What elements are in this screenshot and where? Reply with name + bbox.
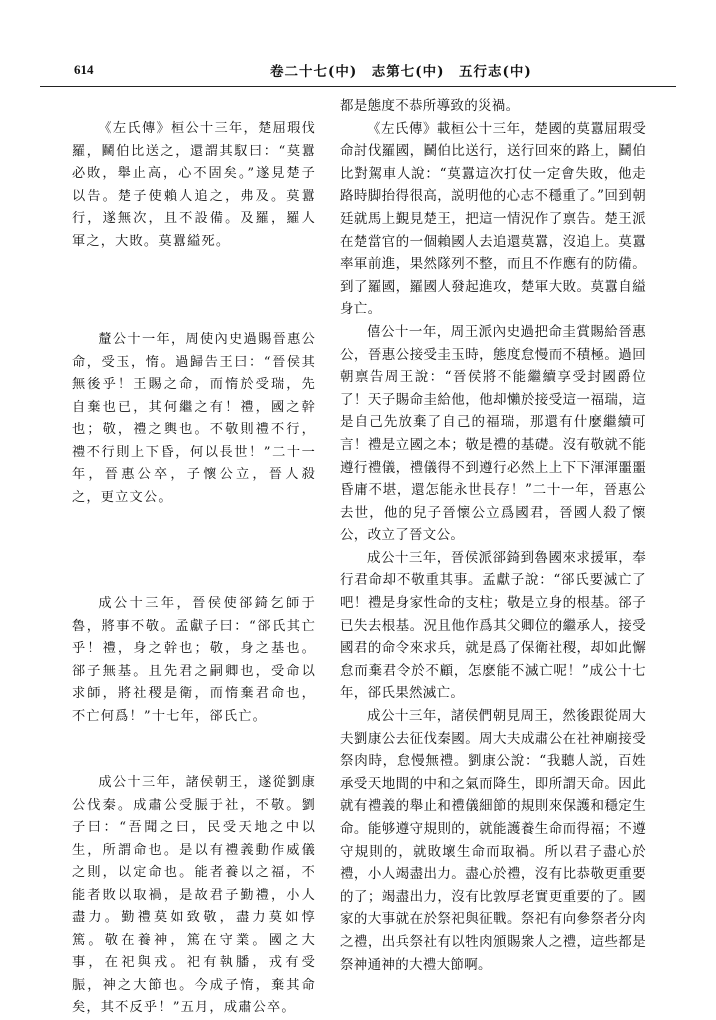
header-rule [40,86,676,87]
page-number: 614 [74,62,94,77]
translation-paragraph: 成公十三年，諸侯們朝見周王，然後跟從周大夫劉康公去征伐秦國。周大夫成肅公在社神廟接受祭肉時，怠慢無禮。劉康公說：“我聽人説，百姓承受天地間的中和之氣而降生，即所謂天命。因此就有禮義的舉止和禮儀細節的規則來保護和穩定生命。能够遵守規則的，就能護養生命而得福；不遵守規則的，就敗壞生命而取禍。所以君子盡心於禮，小人竭盡出力。盡心於禮，沒有比恭敬更重要的了；竭盡出力，沒有比敦厚老實更重要的了。國家的大事就在於祭祀與征戰。祭祀有向參祭者分肉之禮，出兵祭社有以牲肉頒賜衆人之禮，這些都是祭神通神的大禮大節啊。 [340,708,646,973]
translation-paragraph: 都是態度不恭所導致的災禍。 [340,98,520,114]
translation-paragraph: 《左氏傳》載桓公十三年，楚國的莫囂屈瑕受命討伐羅國，鬭伯比送行，送行回來的路上，鬭伯比對駕車人說：“莫囂這次打仗一定會失敗，他走路時脚抬得很高，説明他的心志不穩重了。”回到朝廷就馬上覲見楚王，把這一情況作了禀告。楚王派在楚當官的一個賴國人去追還莫囂，沒追上。莫囂率軍前進，果然隊列不整，而且不作應有的防備。到了羅國，羅國人發起進攻，楚軍大敗。莫囂自縊身亡。 [340,120,646,318]
page-header [40,60,676,82]
translation-paragraph: 成公十三年，晉侯派郤錡到魯國來求援軍，奉行君命却不敬重其事。孟獻子說：“郤氏要滅亡了吧！禮是身家性命的支柱；敬是立身的根基。郤子已失去根基。況且他作爲其父卿位的繼承人，接受國君的命令來求兵，就是爲了保衛社稷，却如此懈怠而棄君令於不顧，怎麽能不滅亡呢！”成公十七年，郤氏果然滅亡。 [340,549,646,702]
running-title: 卷二十七(中) 志第七(中) 五行志(中) [270,64,532,80]
original-text-column [72,118,316,1020]
original-paragraph: 成公十三年，諸侯朝王，遂從劉康公伐秦。成肅公受脤于社，不敬。劉子曰：“吾聞之曰，民受天地之中以生，所謂命也。是以有禮義動作威儀之則，以定命也。能者養以之福，不能者敗以取禍，是故君子勤禮，小人盡力。勤禮莫如致敬，盡力莫如惇篤。敬在養神，篤在守業。國之大事，在祀與戎。祀有執膰，戎有受脤，神之大節也。今成子惰，棄其命矣，其不反乎！”五月，成肅公卒。 [72,775,316,1015]
original-paragraph: 釐公十一年，周使內史過賜晉惠公命，受玉，惰。過歸告王曰：“晉侯其無後乎！王賜之命，而惰於受瑞，先自棄也已，其何繼之有！禮，國之幹也；敬，禮之輿也。不敬則禮不行，禮不行則上下昏，何以長世！”二十一年，晉惠公卒，子懷公立，晉人殺之，更立文公。 [72,332,316,505]
translation-text-column [340,95,646,976]
original-paragraph: 《左氏傳》桓公十三年，楚屈瑕伐羅，鬭伯比送之，還謂其馭曰：“莫囂必敗，舉止高，心不固矣。”遂見楚子以告。楚子使賴人追之，弗及。莫囂行，遂無次，且不設備。及羅，羅人軍之，大敗。莫囂縊死。 [72,121,316,249]
translation-paragraph: 僖公十一年，周王派內史過把命圭賞賜給晉惠公，晉惠公接受圭玉時，態度怠慢而不積極。過回朝禀告周王說：“晉侯將不能繼續享受封國爵位了！天子賜命圭給他，他却懶於接受這一福瑞，這是自己先放棄了自己的福瑞，那還有什麼繼續可言！禮是立國之本；敬是禮的基礎。沒有敬就不能遵行禮儀，禮儀得不到遵行必然上上下下渾渾噩噩昏庸不堪，還怎能永世長存！”二十一年，晉惠公去世，他的兒子晉懷公立爲國君，晉國人殺了懷公，改立了晉文公。 [340,323,646,544]
original-paragraph: 成公十三年，晉侯使郤錡乞師于魯，將事不敬。孟獻子曰：“郤氏其亡乎！禮，身之幹也；敬，身之基也。郤子無基。且先君之嗣卿也，受命以求師，將社稷是衛，而惰棄君命也，不亡何爲！”十七年，郤氏亡。 [72,596,316,724]
